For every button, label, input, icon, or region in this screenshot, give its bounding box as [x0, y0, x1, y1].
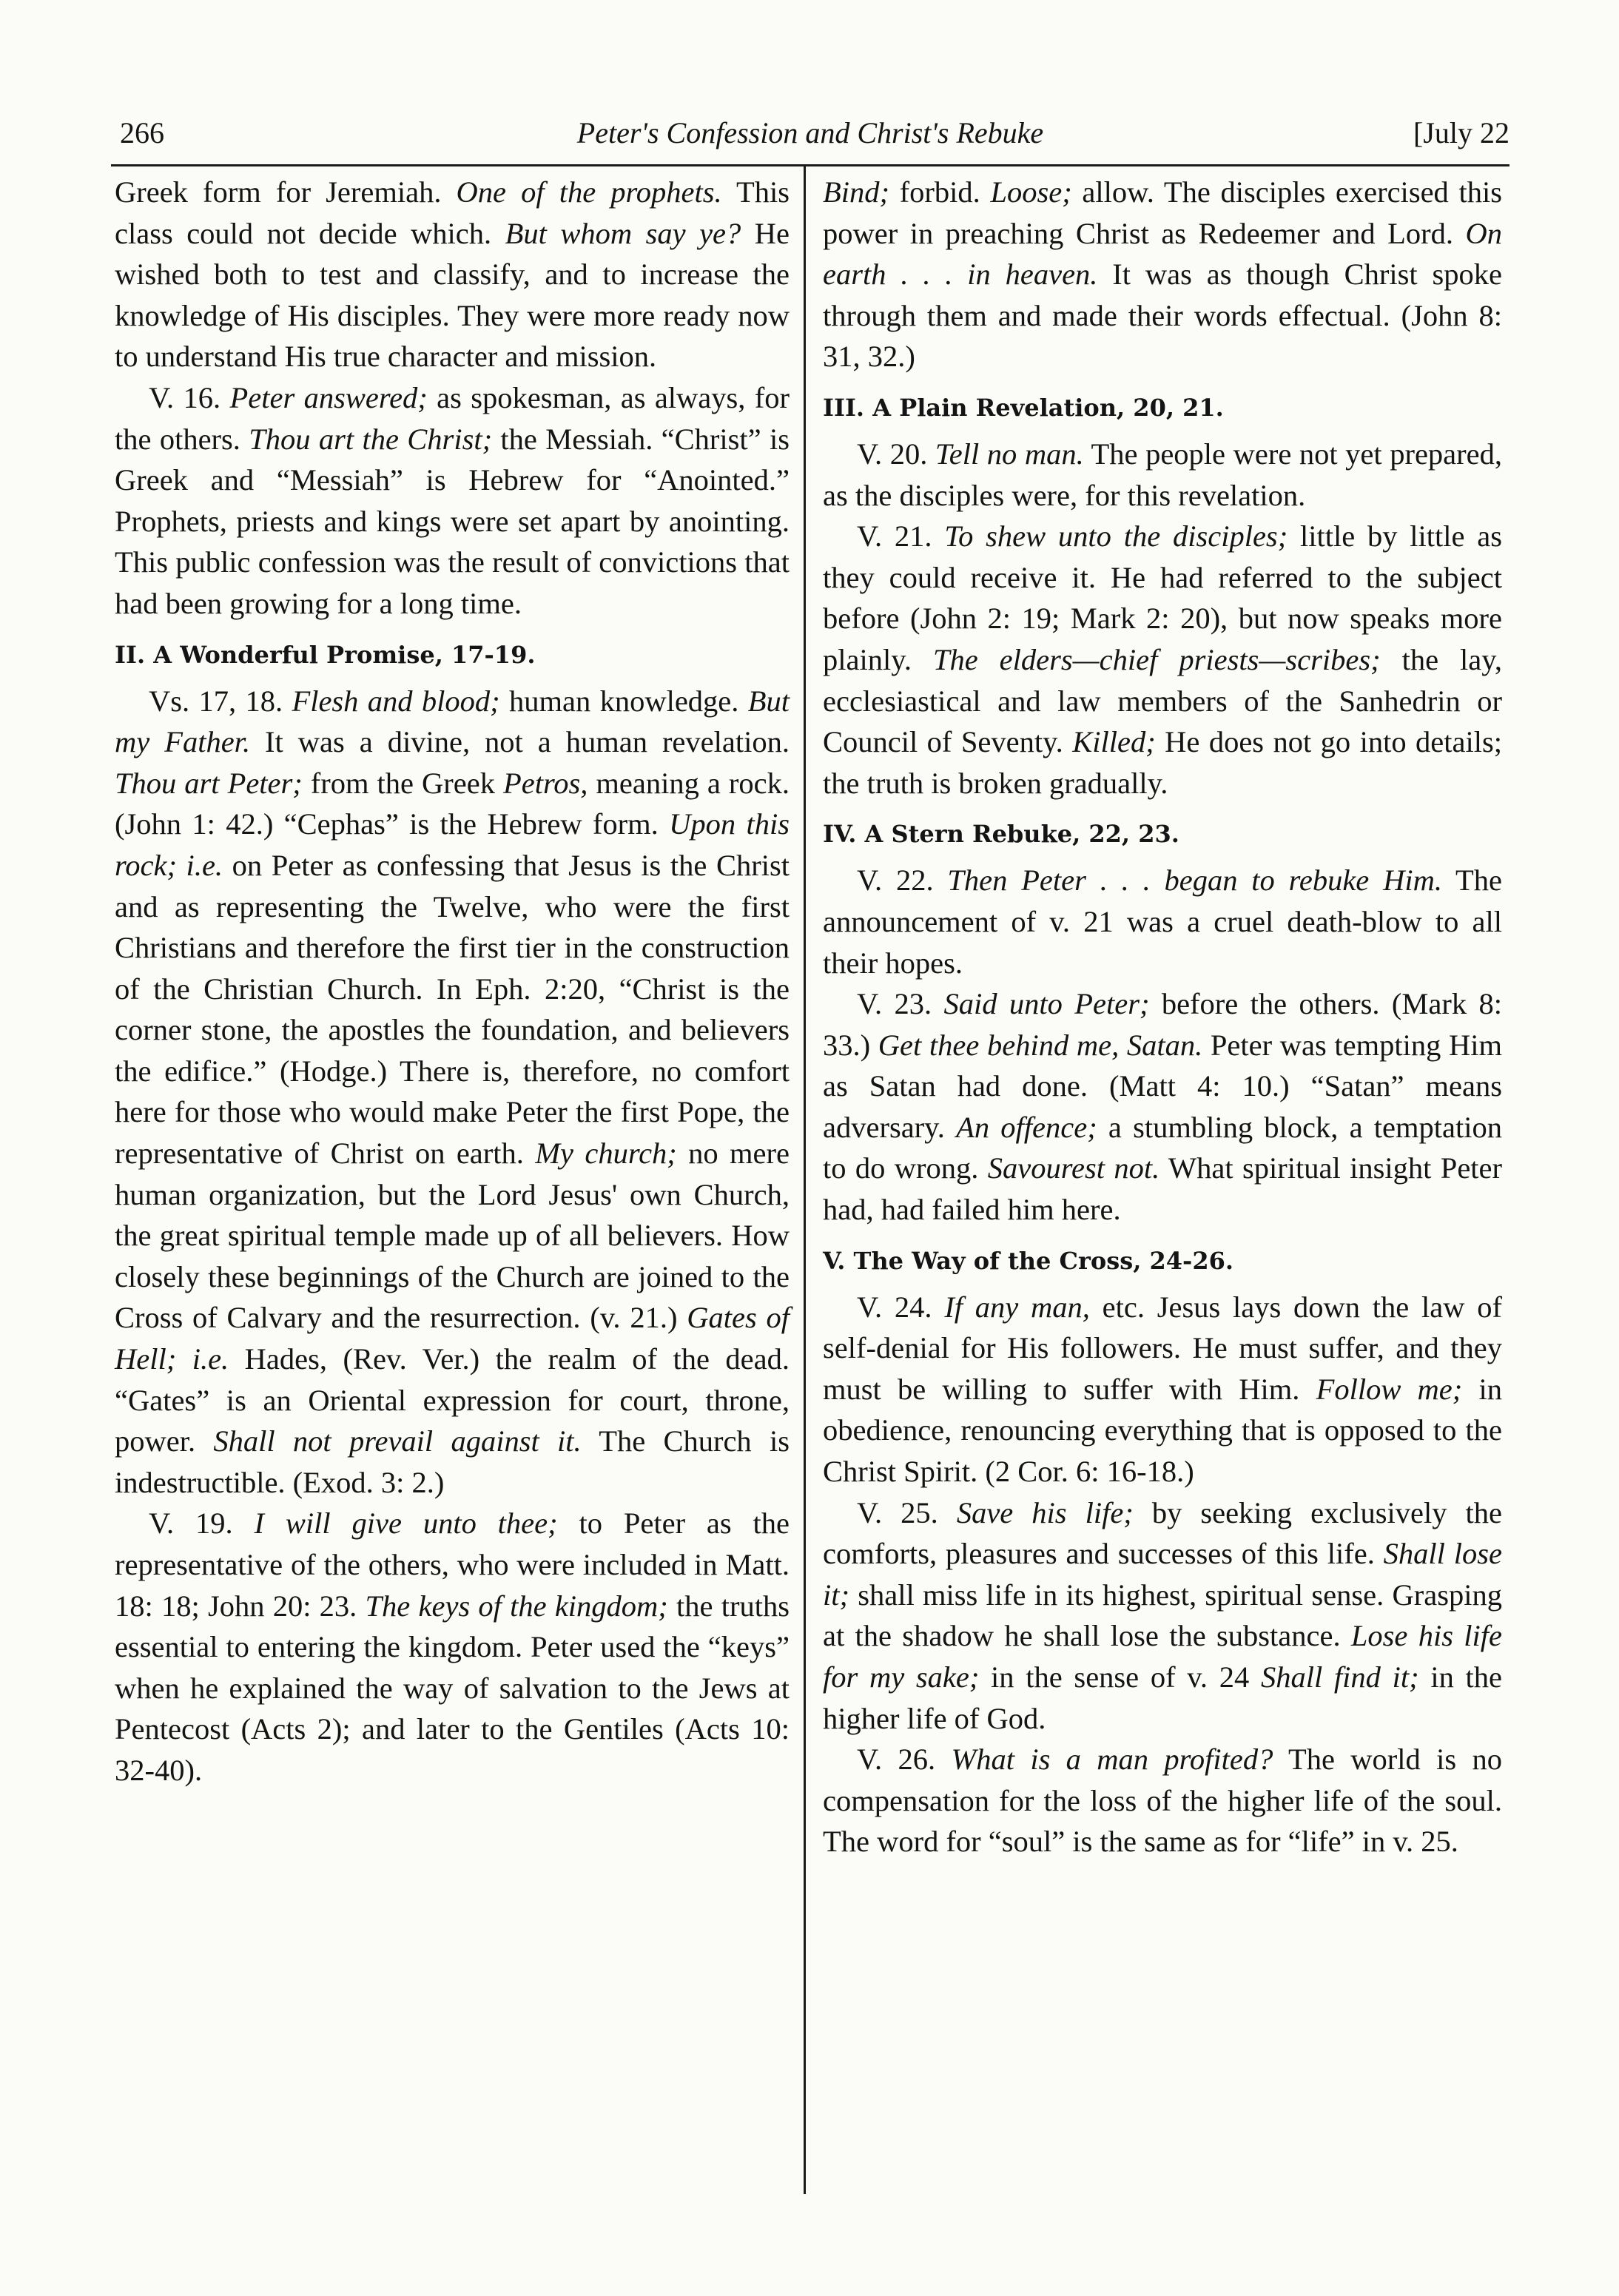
paragraph — [115, 681, 790, 1504]
italic-term: Shall find it; — [1260, 1660, 1419, 1694]
italic-term: The elders—chief priests—scribes; — [932, 642, 1381, 676]
italic-term: On earth . . . in heaven. — [823, 216, 1502, 292]
paragraph — [823, 434, 1502, 516]
text-run: V. 19. — [149, 1506, 255, 1541]
text-run: The announcement of v. 21 was a cruel death-blow to all their hopes. — [823, 863, 1502, 980]
section-heading: IV. A Stern Rebuke, 22, 23. — [823, 820, 1179, 849]
text-run: the Messiah. “Christ” is Greek and “Messiah” is Hebrew for “Anointed.” Prophets, priests and kings were set apart by anointing. This public confession was the result of convictions that had been growing for a long time. — [115, 422, 790, 620]
text-run: to Peter as the representative of the others, who were included in Matt. 18: 18; John 20: 23. — [115, 1506, 790, 1623]
text-run: He does not go into details; the truth is broken gradually. — [823, 725, 1502, 800]
italic-term: Loose; — [990, 175, 1072, 209]
section-heading: III. A Plain Revelation, 20, 21. — [823, 393, 1224, 422]
italic-term: Shall lose it; — [823, 1537, 1503, 1612]
paragraph — [823, 1739, 1502, 1862]
paragraph — [823, 172, 1502, 377]
text-run: shall miss life in its highest, spiritual sense. Grasping at the shadow he shall lose the substance. — [823, 1578, 1502, 1653]
text-run: human knowledge. — [499, 684, 748, 718]
text-run: V. 21. — [857, 519, 945, 553]
text-run: meaning a rock. (John 1: 42.) “Cephas” is the Hebrew form. — [115, 766, 790, 841]
text-run: The Church is indestructible. (Exod. 3: 2.) — [115, 1424, 790, 1499]
italic-term: Upon this rock; i.e. — [115, 807, 790, 882]
text-run: V. 24. — [857, 1290, 945, 1324]
italic-term: One of the prophets. — [456, 175, 722, 209]
paragraph — [115, 1503, 790, 1791]
italic-term: Said unto Peter; — [943, 987, 1150, 1021]
italic-term: The keys of the kingdom; — [365, 1589, 668, 1623]
text-run: The world is no compensation for the loss of the higher life of the soul. The word for “soul” is the same as for “life” in v. 25. — [823, 1743, 1503, 1859]
paragraph — [823, 860, 1502, 983]
italic-term: Peter answered; — [229, 380, 428, 414]
right-column — [823, 172, 1502, 1862]
text-run: V. 25. — [857, 1495, 957, 1529]
text-run: the lay, ecclesiastical and law members of the Sanhedrin or Council of Seventy. — [823, 642, 1502, 759]
text-run: It was a divine, not a human revelation. — [250, 725, 790, 759]
text-run: Vs. 17, 18. — [149, 684, 292, 718]
text-run: a stumbling block, a temptation to do wrong. — [823, 1110, 1502, 1185]
italic-term: Flesh and blood; — [292, 684, 500, 718]
italic-term: Savourest not. — [987, 1151, 1160, 1185]
text-run: by seeking exclusively the comforts, pleasures and successes of this life. — [823, 1495, 1503, 1571]
text-run: in the sense of v. 24 — [979, 1660, 1261, 1694]
italic-term: But my Father. — [115, 684, 790, 759]
text-run: forbid. — [889, 175, 991, 209]
italic-term: Lose his life for my sake; — [823, 1619, 1503, 1694]
italic-term: Bind; — [823, 175, 889, 209]
text-run: in the higher life of God. — [823, 1660, 1502, 1735]
section-heading: V. The Way of the Cross, 24-26. — [823, 1246, 1233, 1275]
text-run: before the others. (Mark 8: 33.) — [823, 987, 1503, 1062]
page-number: 266 — [120, 116, 164, 149]
paragraph — [823, 1492, 1502, 1740]
text-run: from the Greek — [302, 766, 504, 800]
section-heading: II. A Wonderful Promise, 17-19. — [115, 640, 536, 669]
text-run: What spiritual insight Peter had, had failed him here. — [823, 1151, 1503, 1227]
running-title: Peter's Confession and Christ's Rebuke — [576, 116, 1044, 149]
italic-term: Shall not prevail against it. — [213, 1424, 582, 1458]
text-run: allow. The disciples exercised this power in preaching Christ as Redeemer and Lord. — [823, 175, 1503, 250]
text-run: This class could not decide which. — [115, 175, 790, 250]
paragraph — [823, 983, 1502, 1231]
left-column — [115, 172, 790, 1791]
header-rule — [111, 164, 1509, 166]
text-run: V. 26. — [857, 1743, 952, 1777]
paragraph — [823, 1287, 1502, 1492]
italic-term: What is a man profited? — [951, 1743, 1273, 1777]
paragraph — [823, 516, 1502, 804]
text-run: as spokesman, as always, for the others. — [115, 380, 790, 456]
italic-term: To shew unto the disciples; — [944, 519, 1288, 553]
italic-term: I will give unto thee; — [254, 1506, 558, 1541]
text-run: no mere human organization, but the Lord Jesus' own Church, the great spiritual temple made up of all believers. How closely these beginnings of the Church are joined to the Cross of Calvary and the resurrection. (v. 21.) — [115, 1137, 790, 1335]
text-run: He wished both to test and classify, and to increase the knowledge of His disciples. They were more ready now to understand His true character and mission. — [115, 216, 790, 374]
text-run: little by little as they could receive it. He had referred to the subject before (John 2: 19; Mark 2: 20), but now speaks more plainly. — [823, 519, 1502, 676]
italic-term: If any man, — [944, 1290, 1090, 1324]
page-header — [111, 111, 1509, 163]
text-run: It was as though Christ spoke through them and made their words effectual. (John 8: 31, 32.) — [823, 257, 1503, 374]
text-run: etc. Jesus lays down the law of self-denial for His followers. He must suffer, and they must be willing to suffer with Him. — [823, 1290, 1503, 1406]
text-run: Peter was tempting Him as Satan had done. (Matt 4: 10.) “Satan” means adversary. — [823, 1028, 1502, 1144]
italic-term: Petros, — [503, 766, 588, 800]
italic-term: Get thee behind me, Satan. — [878, 1028, 1203, 1062]
text-run: Hades, (Rev. Ver.) the realm of the dead. “Gates” is an Oriental expression for court, throne, power. — [115, 1342, 790, 1458]
column-divider — [804, 166, 806, 2194]
text-run: V. 22. — [857, 863, 948, 898]
text-run: V. 20. — [857, 437, 935, 471]
text-run: V. 16. — [149, 380, 230, 414]
text-run: in obedience, renouncing everything that is opposed to the Christ Spirit. (2 Cor. 6: 16-18.) — [823, 1372, 1502, 1489]
paragraph — [115, 172, 790, 377]
italic-term: An offence; — [956, 1110, 1097, 1144]
italic-term: Follow me; — [1316, 1372, 1463, 1406]
italic-term: Thou art the Christ; — [249, 422, 493, 456]
italic-term: Tell no man. — [935, 437, 1084, 471]
italic-term: My church; — [535, 1137, 677, 1171]
italic-term: But whom say ye? — [505, 216, 741, 250]
header-date: [July 22 — [1413, 116, 1509, 149]
italic-term: Save his life; — [956, 1495, 1134, 1529]
text-run: Greek form for Jeremiah. — [115, 175, 457, 209]
text-run: the truths essential to entering the kingdom. Peter used the “keys” when he explained the way of salvation to the Jews at Pentecost (Acts 2); and later to the Gentiles (Acts 10: 32-40). — [115, 1589, 790, 1787]
italic-term: Killed; — [1072, 725, 1156, 759]
italic-term: Then Peter . . . began to rebuke Him. — [947, 863, 1442, 898]
italic-term: Thou art Peter; — [115, 766, 303, 800]
text-run: on Peter as confessing that Jesus is the Christ and as representing the Twelve, who were the first Christians and therefore the first tier in the construction of the Christian Church. In Eph. 2:20, “Christ is the corner stone, the apostles the foundation, and believers the edifice.” (Hodge.) There is, therefore, no comfort here for those who would make Peter the first Pope, the representative of Christ on earth. — [115, 848, 790, 1171]
paragraph — [115, 377, 790, 625]
text-run: V. 23. — [857, 987, 944, 1021]
text-run: The people were not yet prepared, as the disciples were, for this revelation. — [823, 437, 1502, 512]
italic-term: Gates of Hell; i.e. — [115, 1301, 790, 1376]
